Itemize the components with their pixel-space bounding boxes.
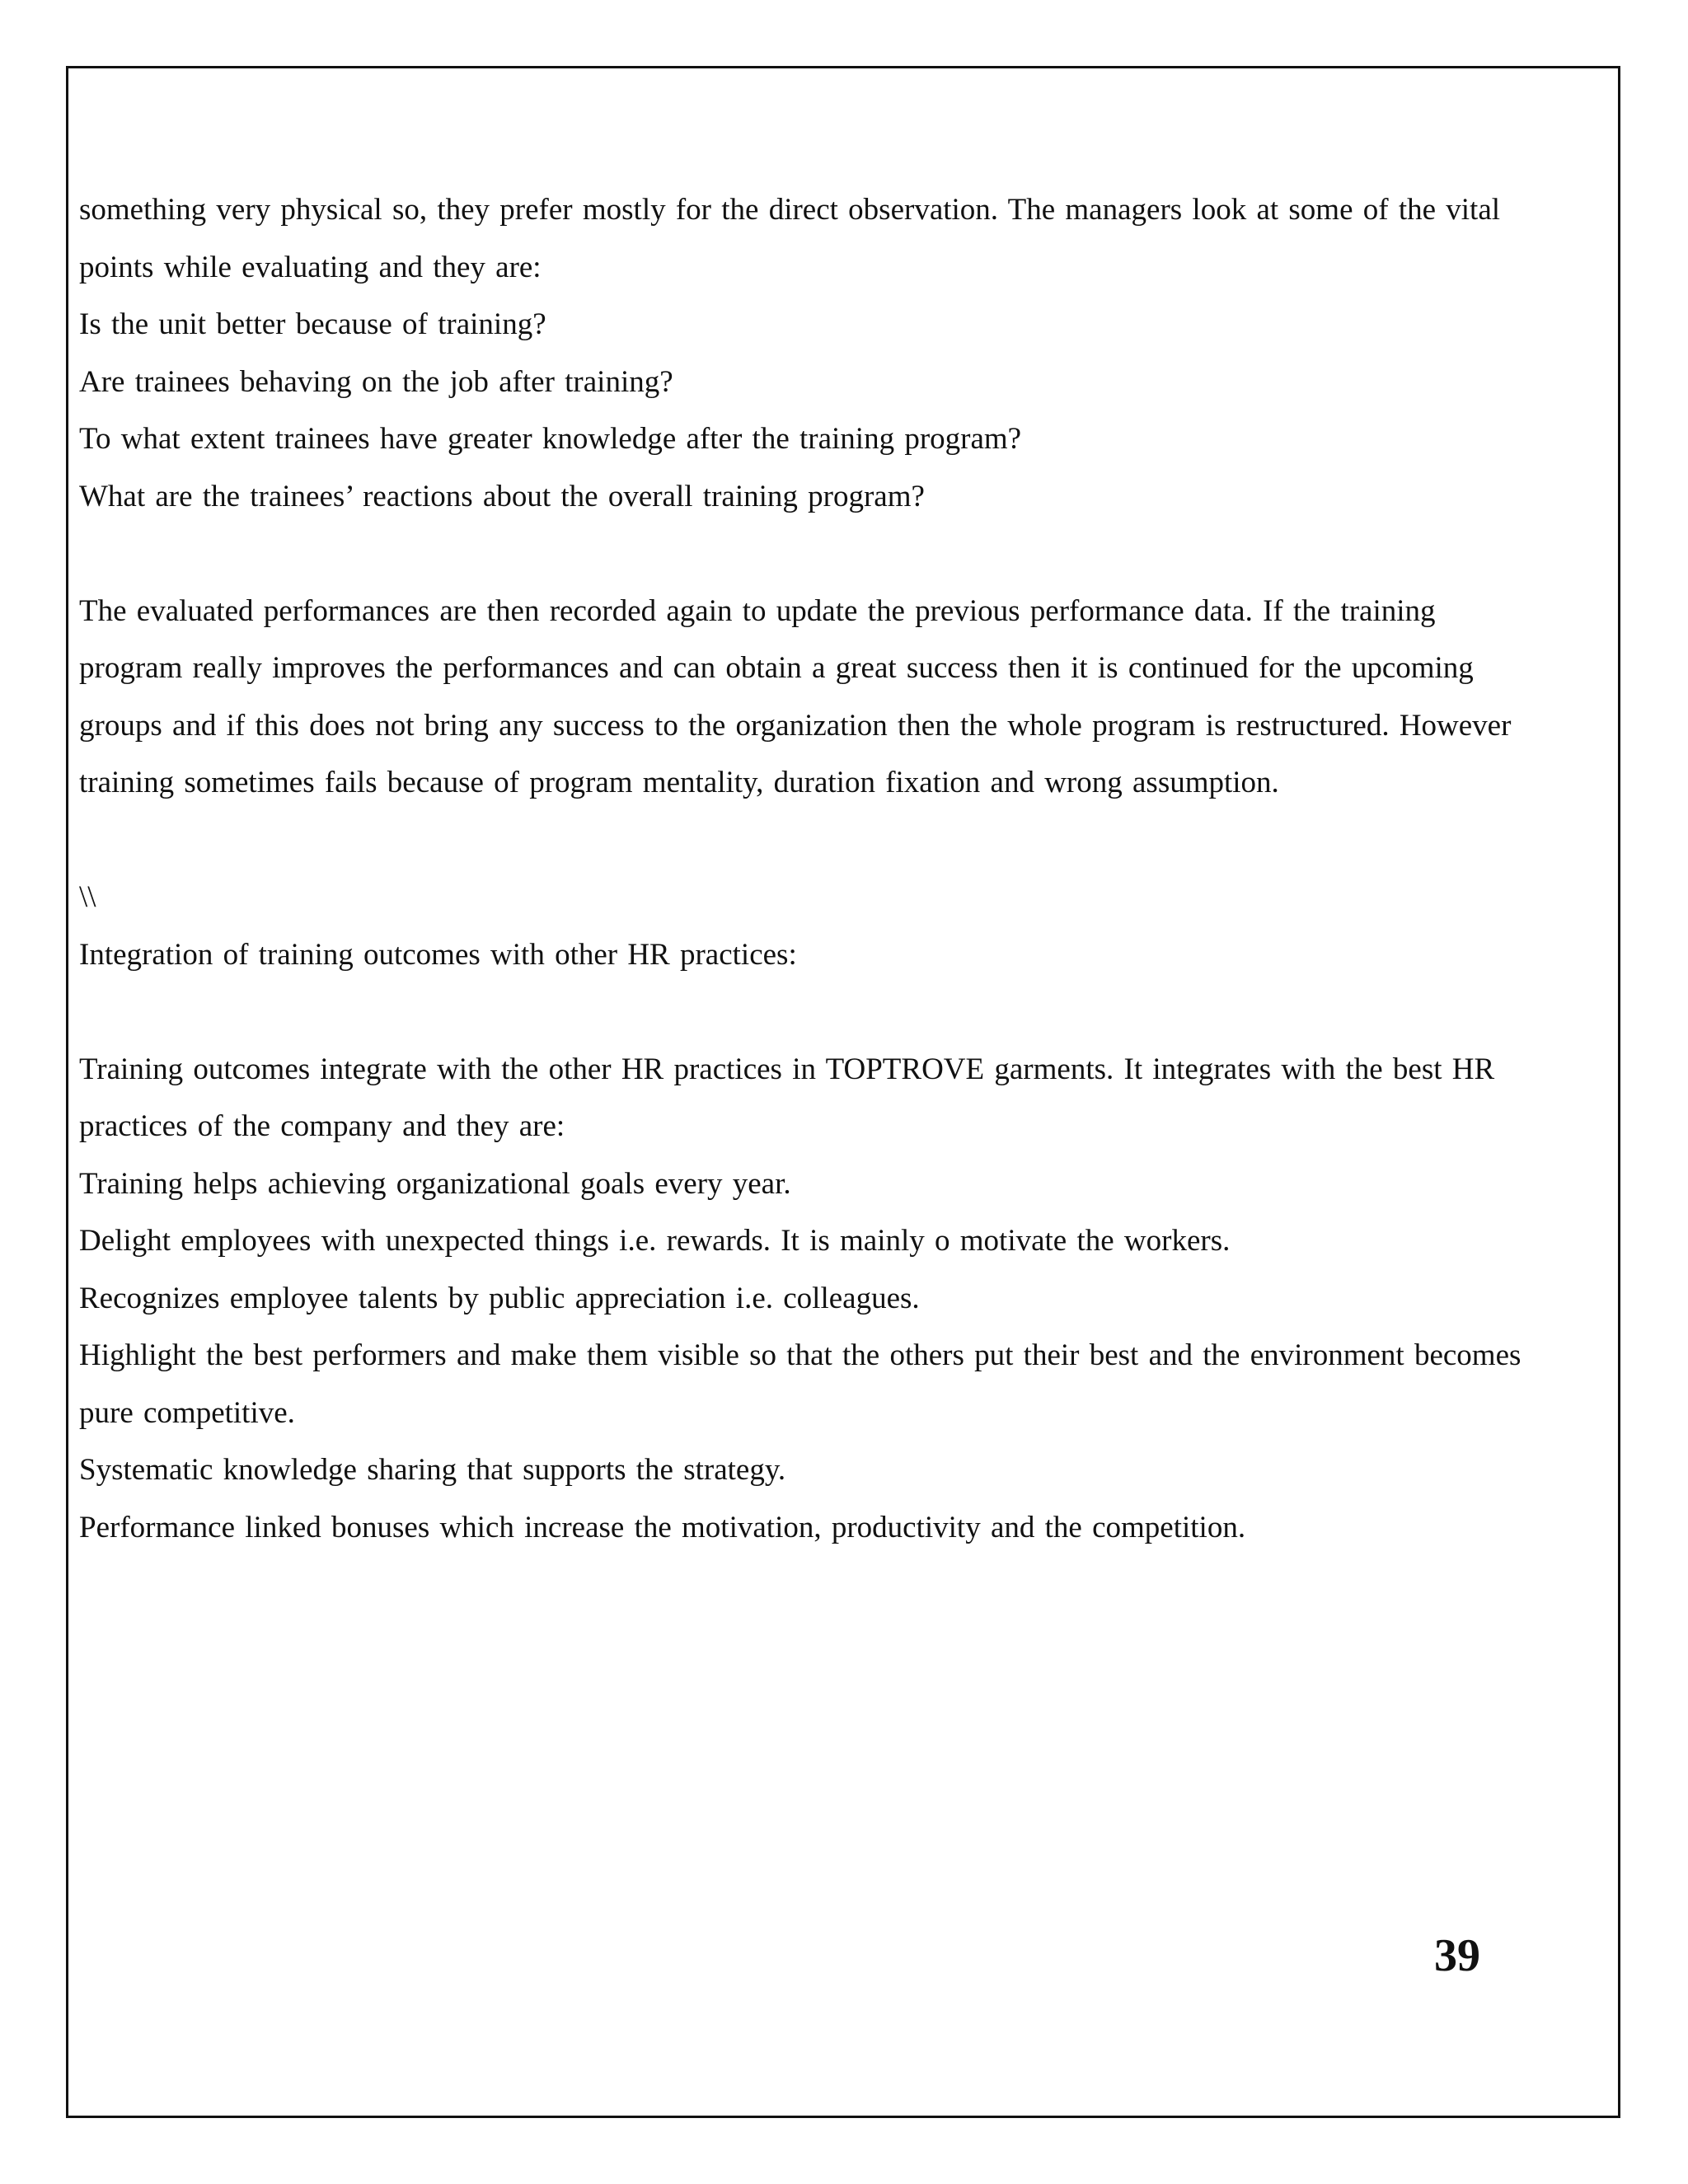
list-item: Highlight the best performers and make them visible so that the others put their best and the environment becomes (79, 1338, 1522, 1372)
list-item: Delight employees with unexpected things i.e. rewards. It is mainly o motivate the workers. (79, 1224, 1231, 1258)
blank-line (79, 525, 1601, 583)
question-line: Is the unit better because of training? (79, 307, 546, 341)
list-item: pure competitive. (79, 1395, 295, 1430)
list-item: Training helps achieving organizational goals every year. (79, 1166, 791, 1201)
list-item: Performance linked bonuses which increase the motivation, productivity and the competition. (79, 1510, 1246, 1544)
page-number: 39 (1434, 1930, 1480, 1981)
paragraph-line: The evaluated performances are then recorded again to update the previous performance data. If the training (79, 593, 1436, 628)
list-item: Recognizes employee talents by public appreciation i.e. colleagues. (79, 1281, 920, 1315)
question-line: What are the trainees’ reactions about the overall training program? (79, 479, 925, 513)
paragraph-line: groups and if this does not bring any success to the organization then the whole program is restructured. However (79, 708, 1512, 743)
stray-marker: \\ (79, 880, 96, 914)
question-line: To what extent trainees have greater knowledge after the training program? (79, 422, 1022, 456)
page-content (79, 181, 1601, 1556)
paragraph-line: practices of the company and they are: (79, 1109, 565, 1143)
paragraph-line: training sometimes fails because of program mentality, duration fixation and wrong assumption. (79, 766, 1279, 799)
section-heading: Integration of training outcomes with other HR practices: (79, 937, 797, 972)
paragraph-line: points while evaluating and they are: (79, 250, 542, 284)
paragraph-line: program really improves the performances and can obtain a great success then it is continued for the upcoming (79, 651, 1474, 685)
blank-line (79, 812, 1601, 869)
paragraph-line: something very physical so, they prefer mostly for the direct observation. The managers look at some of the vital (79, 193, 1501, 227)
list-item: Systematic knowledge sharing that supports the strategy. (79, 1453, 786, 1487)
paragraph-line: Training outcomes integrate with the other HR practices in TOPTROVE garments. It integrates with the best HR (79, 1052, 1495, 1086)
blank-line (79, 983, 1601, 1041)
question-line: Are trainees behaving on the job after training? (79, 364, 673, 399)
